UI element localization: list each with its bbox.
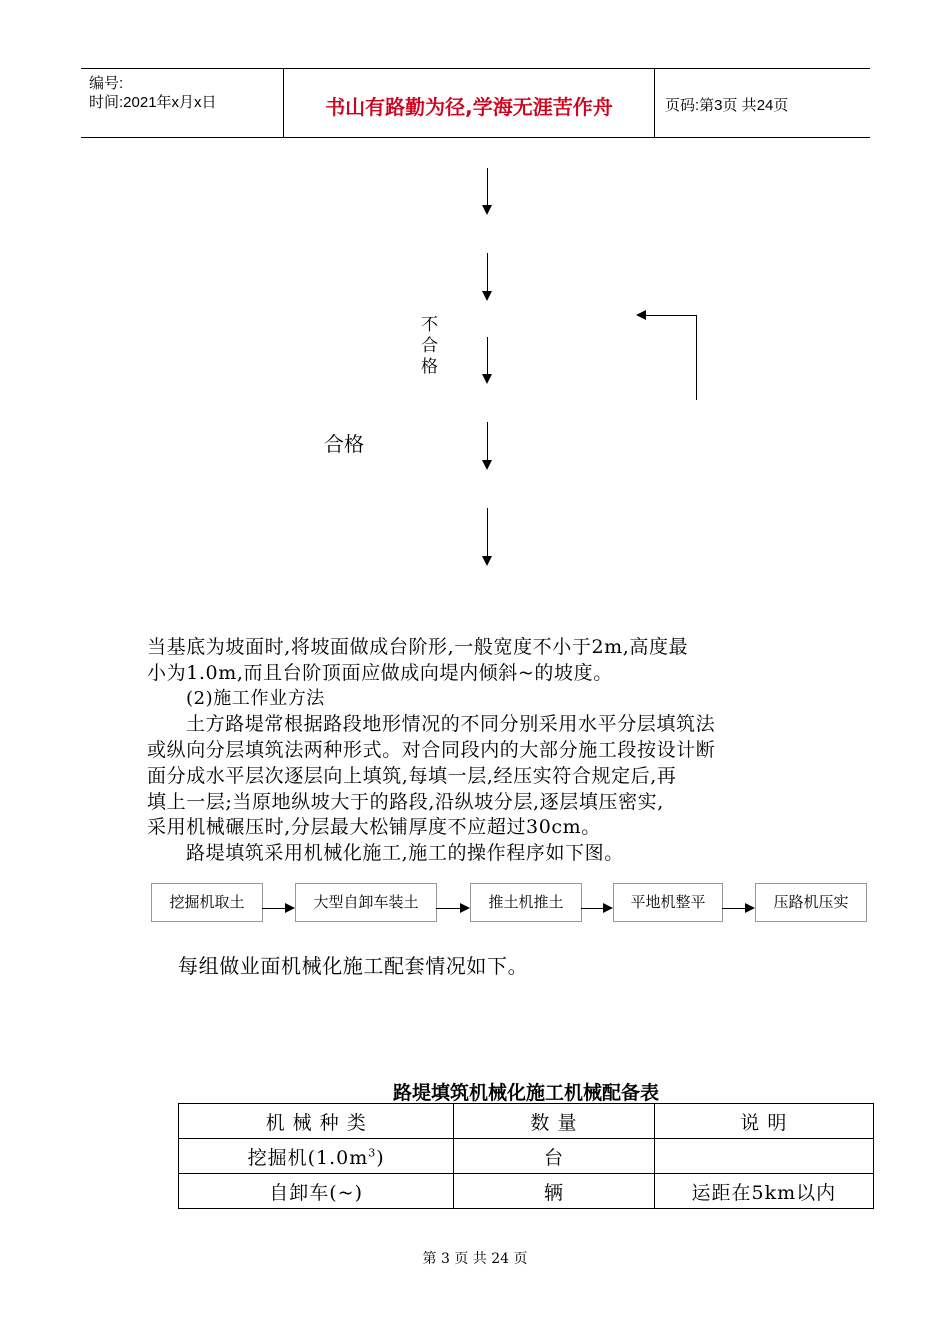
table-cell bbox=[654, 1139, 873, 1174]
document-time-label: 时间:2021年x月x日 bbox=[89, 94, 217, 111]
paragraph-line: 小为1.0m,而且台阶顶面应做成向堤内倾斜~的坡度。 bbox=[147, 662, 613, 684]
arrow-right-icon bbox=[745, 903, 755, 913]
arrow-down-icon bbox=[482, 374, 492, 384]
paragraph-line: 路堤填筑采用机械化施工,施工的操作程序如下图。 bbox=[186, 842, 624, 864]
paragraph-line: 或纵向分层填筑法两种形式。对合同段内的大部分施工段按设计断 bbox=[147, 739, 716, 761]
arrow-left-icon bbox=[636, 310, 646, 320]
process-step: 压路机压实 bbox=[755, 883, 867, 922]
process-step: 推土机推土 bbox=[470, 883, 582, 922]
feedback-line bbox=[696, 315, 697, 400]
flow-line bbox=[487, 253, 488, 291]
paragraph-line: 填上一层;当原地纵坡大于的路段,沿纵坡分层,逐层填压密实, bbox=[147, 791, 664, 813]
arrow-right-icon bbox=[285, 903, 295, 913]
table-cell: 台 bbox=[454, 1139, 654, 1174]
process-connector bbox=[262, 908, 285, 909]
process-connector bbox=[436, 908, 460, 909]
arrow-down-icon bbox=[482, 291, 492, 301]
paragraph-line: 面分成水平层次逐层向上填筑,每填一层,经压实符合规定后,再 bbox=[147, 765, 677, 787]
page-footer: 第 3 页 共 24 页 bbox=[422, 1251, 528, 1267]
arrow-down-icon bbox=[482, 556, 492, 566]
table-header-cell: 机 械 种 类 bbox=[179, 1104, 454, 1139]
table-header-row bbox=[179, 1104, 874, 1139]
process-step: 大型自卸车装土 bbox=[295, 883, 437, 922]
paragraph-line: 土方路堤常根据路段地形情况的不同分别采用水平分层填筑法 bbox=[186, 713, 716, 735]
table-cell: 挖掘机$(1.0m^3)$ bbox=[179, 1139, 454, 1174]
flow-line bbox=[487, 508, 488, 556]
process-step: 平地机整平 bbox=[613, 883, 723, 922]
process-step: 挖掘机取土 bbox=[151, 883, 263, 922]
flow-line bbox=[487, 337, 488, 375]
label-fail: 不合格 bbox=[421, 315, 438, 377]
section-heading: (2)施工作业方法 bbox=[186, 688, 325, 709]
process-connector bbox=[722, 908, 745, 909]
header-page-cell bbox=[655, 69, 870, 137]
arrow-right-icon bbox=[460, 903, 470, 913]
table-cell: 运距在5km以内 bbox=[654, 1174, 873, 1209]
feedback-line bbox=[646, 315, 696, 316]
label-pass: 合格 bbox=[324, 432, 364, 456]
paragraph-line: 当基底为坡面时,将坡面做成台阶形,一般宽度不小于2m,高度最 bbox=[147, 636, 689, 658]
table-header-cell: 数 量 bbox=[454, 1104, 654, 1139]
paragraph-line: 采用机械碾压时,分层最大松铺厚度不应超过30cm。 bbox=[147, 816, 601, 838]
intro-line: 每组做业面机械化施工配套情况如下。 bbox=[178, 954, 529, 978]
arrow-right-icon bbox=[603, 903, 613, 913]
arrow-down-icon bbox=[482, 205, 492, 215]
flow-line bbox=[487, 168, 488, 206]
table-row bbox=[179, 1139, 874, 1174]
table-cell: 自卸车(~) bbox=[179, 1174, 454, 1209]
table-title: 路堤填筑机械化施工机械配备表 bbox=[392, 1082, 659, 1104]
flow-line bbox=[487, 422, 488, 460]
superscript: 3 bbox=[368, 1146, 377, 1160]
header-motto-cell bbox=[284, 69, 655, 137]
process-connector bbox=[581, 908, 603, 909]
header-meta-cell bbox=[81, 69, 284, 137]
table-header-cell: 说 明 bbox=[654, 1104, 873, 1139]
table-row bbox=[179, 1174, 874, 1209]
page-header bbox=[81, 68, 870, 138]
document-number-label: 编号: bbox=[89, 75, 124, 92]
equipment-table bbox=[178, 1103, 874, 1209]
header-page-number: 页码:第3页 共24页 bbox=[665, 97, 789, 114]
header-motto: 书山有路勤为径,学海无涯苦作舟 bbox=[325, 95, 613, 119]
arrow-down-icon bbox=[482, 460, 492, 470]
table-cell: 辆 bbox=[454, 1174, 654, 1209]
